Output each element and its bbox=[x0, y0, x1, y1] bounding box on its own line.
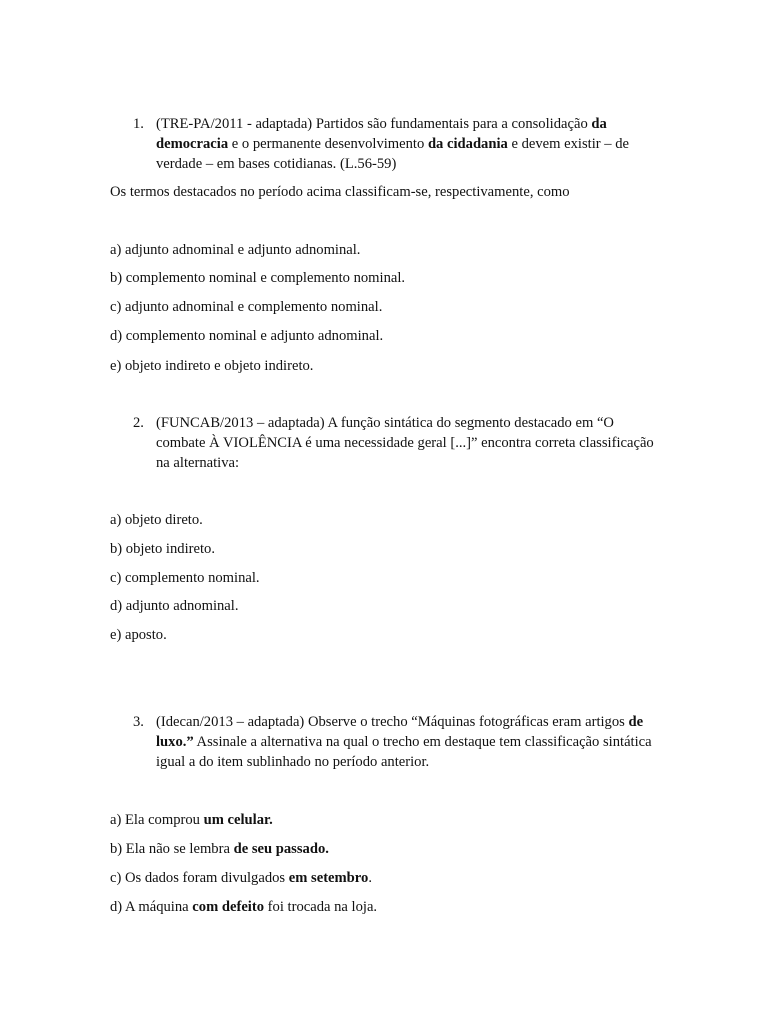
option-d: d) adjunto adnominal. bbox=[110, 598, 239, 614]
highlighted-term: de luxo.” bbox=[156, 714, 644, 750]
question-1-statement bbox=[0, 114, 664, 174]
option-text: d) A máquina bbox=[110, 899, 193, 915]
question-1 bbox=[0, 114, 768, 174]
option-text: a) Ela comprou bbox=[110, 812, 204, 828]
option-b: b) objeto indireto. bbox=[110, 541, 215, 557]
option-b: b) complemento nominal e complemento nominal. bbox=[110, 270, 406, 286]
option-c bbox=[110, 868, 372, 888]
question-1-prompt: Os termos destacados no período acima classificam-se, respectivamente, como bbox=[110, 184, 570, 200]
text-run: Assinale a alternativa na qual o trecho em destaque tem classificação sintática igual a do item sublinhado no período anterior. bbox=[156, 734, 652, 770]
option-a: a) adjunto adnominal e adjunto adnominal. bbox=[110, 242, 361, 258]
option-c: c) complemento nominal. bbox=[110, 570, 260, 586]
text-run: (TRE-PA/2011 - adaptada) Partidos são fundamentais para a consolidação bbox=[156, 116, 592, 132]
highlighted-term: da democracia bbox=[156, 116, 607, 152]
option-d bbox=[110, 897, 377, 917]
question-3-statement bbox=[0, 712, 666, 772]
question-text bbox=[156, 714, 652, 770]
question-2-statement bbox=[0, 413, 656, 473]
option-a bbox=[110, 810, 273, 830]
question-3 bbox=[0, 712, 768, 772]
option-c: c) adjunto adnominal e complemento nominal. bbox=[110, 299, 383, 315]
option-b bbox=[110, 839, 329, 859]
option-e: e) aposto. bbox=[110, 627, 167, 643]
text-run: (Idecan/2013 – adaptada) Observe o trecho “Máquinas fotográficas eram artigos bbox=[156, 714, 629, 730]
option-text: b) Ela não se lembra bbox=[110, 841, 234, 857]
option-text: foi trocada na loja. bbox=[264, 899, 378, 915]
question-2 bbox=[0, 413, 768, 473]
option-d: d) complemento nominal e adjunto adnominal. bbox=[110, 328, 384, 344]
option-text: . bbox=[368, 870, 372, 886]
text-run: e o permanente desenvolvimento bbox=[228, 136, 428, 152]
question-number: 2. bbox=[133, 415, 144, 431]
question-text: (FUNCAB/2013 – adaptada) A função sintática do segmento destacado em “O combate À VIOLÊNCIA é uma necessidade geral [...]” encontra correta classificação na alternativa: bbox=[156, 415, 654, 471]
highlighted-term: com defeito bbox=[192, 899, 265, 915]
question-number: 3. bbox=[133, 714, 144, 730]
highlighted-term: da cidadania bbox=[427, 136, 508, 152]
option-e: e) objeto indireto e objeto indireto. bbox=[110, 358, 314, 374]
text-run: e devem existir – de verdade – em bases cotidianas. (L.56-59) bbox=[156, 136, 629, 172]
highlighted-term: um celular. bbox=[203, 812, 273, 828]
highlighted-term: em setembro bbox=[288, 870, 369, 886]
highlighted-term: de seu passado. bbox=[233, 841, 329, 857]
option-text: c) Os dados foram divulgados bbox=[110, 870, 289, 886]
question-number: 1. bbox=[133, 116, 144, 132]
option-a: a) objeto direto. bbox=[110, 512, 203, 528]
question-text bbox=[156, 116, 629, 172]
